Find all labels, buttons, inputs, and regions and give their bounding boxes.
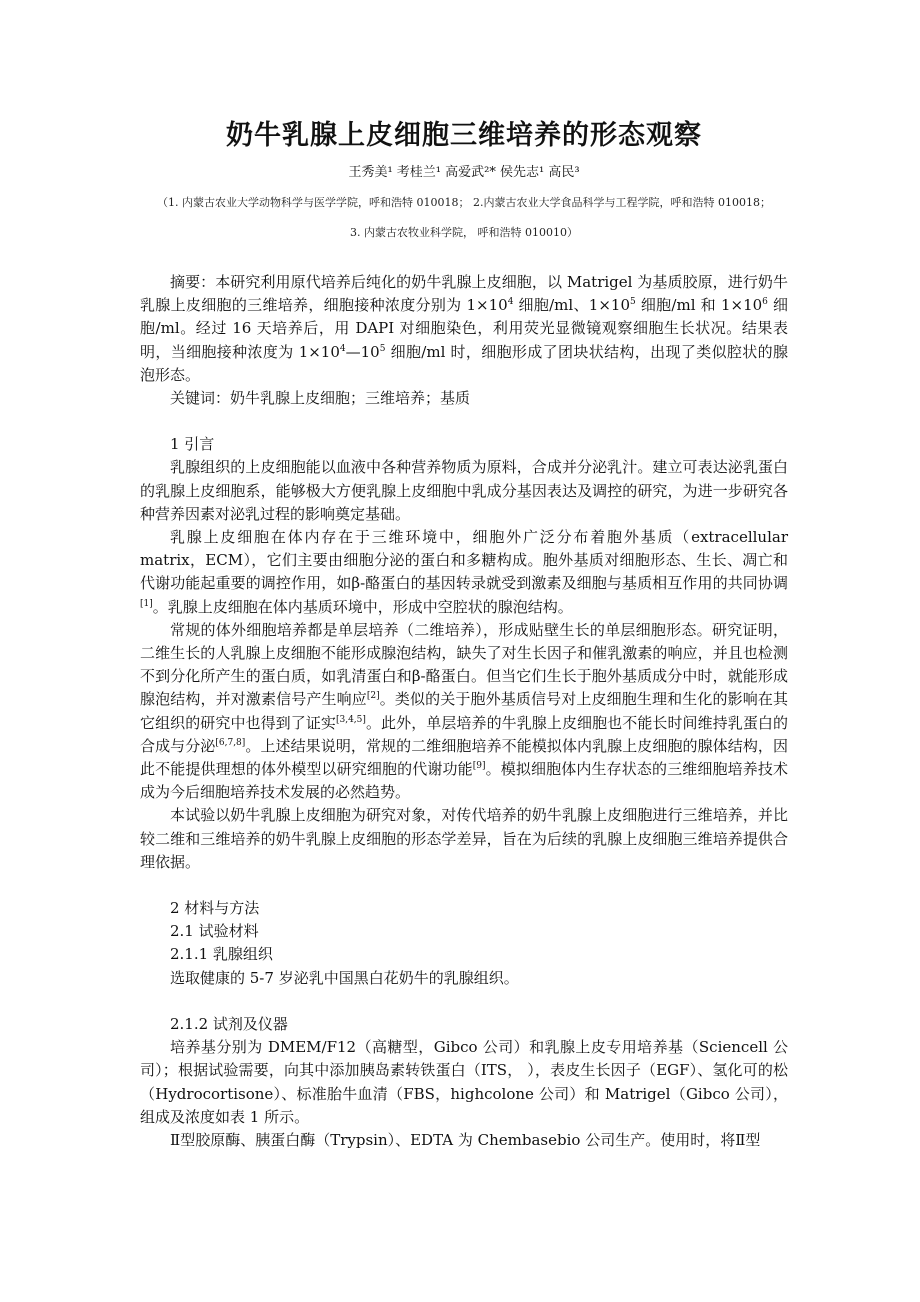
tissue-paragraph: 选取健康的 5-7 岁泌乳中国黑白花奶牛的乳腺组织。 (170, 968, 519, 987)
enzymes-paragraph: Ⅱ型胶原酶、胰蛋白酶（Trypsin）、EDTA 为 Chembasebio 公司生产。使用时，将Ⅱ型 (170, 1130, 761, 1149)
subsection-heading-tissue: 2.1.1 乳腺组织 (170, 945, 273, 964)
citation: [3,4,5] (335, 714, 366, 725)
subsection-heading-materials: 2.1 试验材料 (170, 922, 259, 941)
citation: [9] (472, 761, 486, 772)
section-heading-methods: 2 材料与方法 (170, 899, 260, 918)
intro-paragraph-2: 乳腺上皮细胞在体内存在于三维环境中，细胞外广泛分布着胞外基质（extracellular matrix，ECM），它们主要由细胞分泌的蛋白和多糖构成。胞外基质对细胞形态、生长、凋亡和代谢功能起重要的调控作用，如β-酪蛋白的基因转录就受到激素及细胞与基质相互作用的共同协调[1]。乳腺上皮细胞在体内基质环境中，形成中空腔状的腺泡结构。 (140, 528, 788, 616)
section-heading-introduction: 1 引言 (170, 435, 215, 454)
reagents-paragraph: 培养基分别为 DMEM/F12（高糖型，Gibco 公司）和乳腺上皮专用培养基（Sciencell 公司）；根据试验需要，向其中添加胰岛素转铁蛋白（ITS， ），表皮生长因子（EGF）、氢化可的松（Hydrocortisone）、标准胎牛血清（FBS，highcolone 公司）和 Matrigel（Gibco 公司），组成及浓度如表 1 所示。 (140, 1038, 788, 1126)
paper-page (140, 118, 788, 1152)
intro-paragraph-3: 常规的体外细胞培养都是单层培养（二维培养），形成贴壁生长的单层细胞形态。研究证明，二维生长的人乳腺上皮细胞不能形成腺泡结构，缺失了对生长因子和催乳激素的响应，并且也检测不到分化所产生的蛋白质，如乳清蛋白和β-酪蛋白。但当它们生长于胞外基质成分中时，就能形成腺泡结构，并对激素信号产生响应[2]。类似的关于胞外基质信号对上皮细胞生理和生化的影响在其它组织的研究中也得到了证实[3,4,5]。此外，单层培养的牛乳腺上皮细胞也不能长时间维持乳蛋白的合成与分泌[6,7,8]。上述结果说明，常规的二维细胞培养不能模拟体内乳腺上皮细胞的腺体结构，因此不能提供理想的体外模型以研究细胞的代谢功能[9]。模拟细胞体内生存状态的三维细胞培养技术成为今后细胞培养技术发展的必然趋势。 (140, 620, 788, 802)
abstract: 摘要：本研究利用原代培养后纯化的奶牛乳腺上皮细胞，以 Matrigel 为基质胶原，进行奶牛乳腺上皮细胞的三维培养，细胞接种浓度分别为 $1\times 10^4$ 细胞/ml、$1\times 10^5$ 细胞/ml 和 $1\times 10^6$ 细胞/ml。经过 16 天培养后，用 DAPI 对细胞染色，利用荧光显微镜观察细胞生长状况。结果表明，当细胞接种浓度为 $1\times 10^4—10^5$ 细胞/ml 时，细胞形成了团块状结构，出现了类似腔状的腺泡形态。 (140, 273, 789, 384)
paper-title: 奶牛乳腺上皮细胞三维培养的形态观察 (226, 120, 702, 151)
citation: [1] (140, 598, 153, 609)
affiliation-line-2: 3. 内蒙古农牧业科学院， 呼和浩特 010010） (350, 226, 578, 239)
affiliation-line-1: （1. 内蒙古农业大学动物科学与医学学院，呼和浩特 010018； 2.内蒙古农业大学食品科学与工程学院，呼和浩特 010018； (157, 196, 771, 209)
author-list: 王秀美¹ 考桂兰¹ 高爱武²* 侯先志¹ 高民³ (348, 165, 580, 180)
subsection-heading-reagents: 2.1.2 试剂及仪器 (170, 1014, 288, 1033)
citation: [6,7,8] (215, 737, 246, 748)
intro-paragraph-4: 本试验以奶牛乳腺上皮细胞为研究对象，对传代培养的奶牛乳腺上皮细胞进行三维培养，并比较二维和三维培养的奶牛乳腺上皮细胞的形态学差异，旨在为后续的乳腺上皮细胞三维培养提供合理依据。 (140, 806, 788, 871)
citation: [2] (366, 691, 380, 702)
keywords: 关键词：奶牛乳腺上皮细胞；三维培养；基质 (170, 389, 471, 408)
intro-paragraph-1: 乳腺组织的上皮细胞能以血液中各种营养物质为原料，合成并分泌乳汁。建立可表达泌乳蛋白的乳腺上皮细胞系，能够极大方便乳腺上皮细胞中乳成分基因表达及调控的研究，为进一步研究各种营养因素对泌乳过程的影响奠定基础。 (140, 458, 788, 523)
